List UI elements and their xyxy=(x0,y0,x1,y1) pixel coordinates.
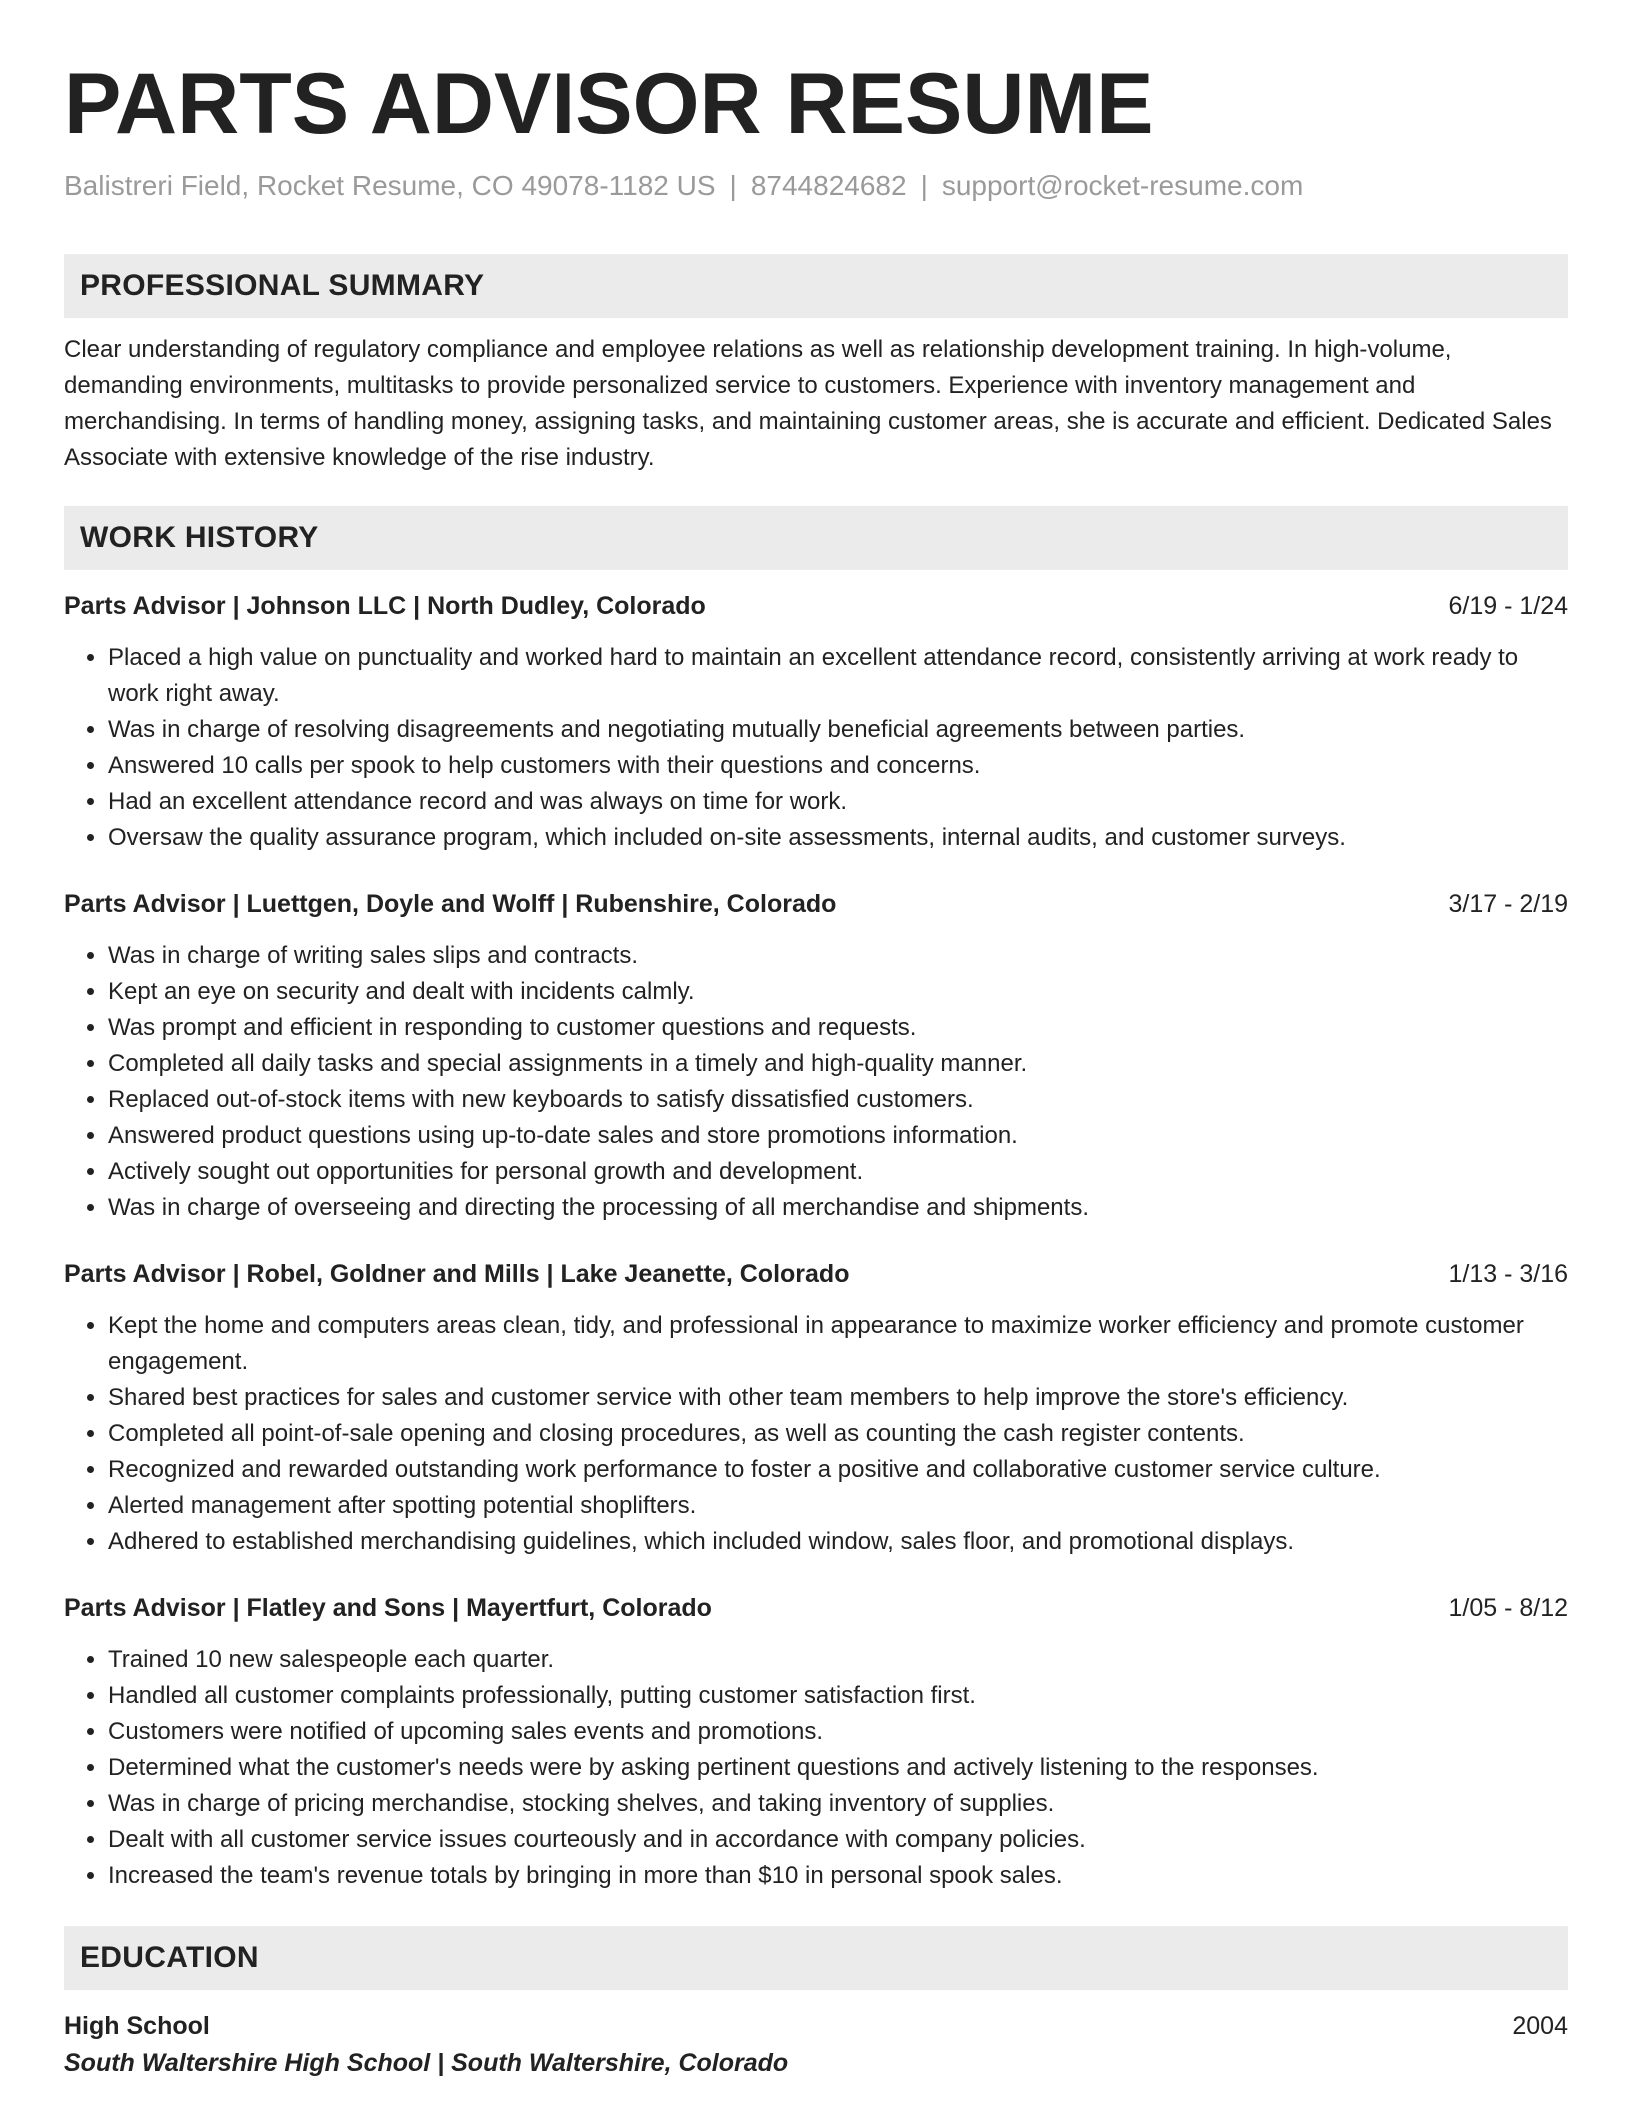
job-bullet: • Was in charge of writing sales slips and contracts. xyxy=(108,938,1568,974)
job-bullet: • Increased the team's revenue totals by bringing in more than $10 in personal spook sales. xyxy=(108,1858,1568,1894)
job-bullet: • Customers were notified of upcoming sales events and promotions. xyxy=(108,1714,1568,1750)
education-degree: High School xyxy=(64,2012,210,2040)
job-bullet: • Was in charge of pricing merchandise, stocking shelves, and taking inventory of supplies. xyxy=(108,1786,1568,1822)
job-entry-header xyxy=(64,886,1568,922)
job-entry xyxy=(64,588,1568,856)
education-year: 2004 xyxy=(1512,2012,1568,2040)
education-entry xyxy=(64,2008,1568,2082)
education-section-header: EDUCATION xyxy=(64,1926,1568,1990)
job-bullet-list xyxy=(64,1642,1568,1894)
job-dates: 1/05 - 8/12 xyxy=(1448,1594,1568,1622)
job-bullet: • Answered product questions using up-to-date sales and store promotions information. xyxy=(108,1118,1568,1154)
contact-separator: | xyxy=(729,170,737,201)
job-bullet: • Dealt with all customer service issues courteously and in accordance with company policies. xyxy=(108,1822,1568,1858)
job-dates: 3/17 - 2/19 xyxy=(1448,890,1568,918)
job-title: Parts Advisor | Flatley and Sons | Mayertfurt, Colorado xyxy=(64,1594,712,1622)
job-bullet: • Adhered to established merchandising guidelines, which included window, sales floor, and promotional displays. xyxy=(108,1524,1568,1560)
contact-email: support@rocket-resume.com xyxy=(941,170,1304,201)
job-bullet: • Oversaw the quality assurance program, which included on-site assessments, internal audits, and customer surveys. xyxy=(108,820,1568,856)
job-bullet: • Was in charge of overseeing and directing the processing of all merchandise and shipments. xyxy=(108,1190,1568,1226)
job-bullet: • Had an excellent attendance record and was always on time for work. xyxy=(108,784,1568,820)
job-entry-header xyxy=(64,588,1568,624)
job-entry xyxy=(64,1256,1568,1560)
job-entry-header xyxy=(64,1590,1568,1626)
job-bullet-list xyxy=(64,938,1568,1226)
job-bullet: • Handled all customer complaints professionally, putting customer satisfaction first. xyxy=(108,1678,1568,1714)
job-bullet: • Determined what the customer's needs were by asking pertinent questions and actively listening to the responses. xyxy=(108,1750,1568,1786)
job-entry-header xyxy=(64,1256,1568,1292)
job-title: Parts Advisor | Robel, Goldner and Mills | Lake Jeanette, Colorado xyxy=(64,1260,850,1288)
job-bullet: • Completed all daily tasks and special assignments in a timely and high-quality manner. xyxy=(108,1046,1568,1082)
summary-section-header: PROFESSIONAL SUMMARY xyxy=(64,254,1568,318)
job-dates: 6/19 - 1/24 xyxy=(1448,592,1568,620)
job-bullet: • Placed a high value on punctuality and worked hard to maintain an excellent attendance record, consistently arriving at work ready to work right away. xyxy=(108,640,1568,712)
contact-separator: | xyxy=(920,170,928,201)
contact-line xyxy=(64,166,1568,206)
job-bullet: • Recognized and rewarded outstanding work performance to foster a positive and collaborative customer service culture. xyxy=(108,1452,1568,1488)
education-school: South Waltershire High School | South Waltershire, Colorado xyxy=(64,2049,789,2077)
job-title: Parts Advisor | Luettgen, Doyle and Wolff | Rubenshire, Colorado xyxy=(64,890,837,918)
job-bullet: • Shared best practices for sales and customer service with other team members to help improve the store's efficiency. xyxy=(108,1380,1568,1416)
job-bullet: • Alerted management after spotting potential shoplifters. xyxy=(108,1488,1568,1524)
work-history-list xyxy=(64,588,1568,1894)
contact-address: Balistreri Field, Rocket Resume, CO 49078-1182 US xyxy=(64,170,716,201)
job-bullet-list xyxy=(64,1308,1568,1560)
job-bullet: • Completed all point-of-sale opening and closing procedures, as well as counting the cash register contents. xyxy=(108,1416,1568,1452)
job-bullet: • Actively sought out opportunities for personal growth and development. xyxy=(108,1154,1568,1190)
work-history-section-header: WORK HISTORY xyxy=(64,506,1568,570)
resume-title: PARTS ADVISOR RESUME xyxy=(64,56,1154,152)
job-dates: 1/13 - 3/16 xyxy=(1448,1260,1568,1288)
job-entry xyxy=(64,886,1568,1226)
job-bullet: • Kept an eye on security and dealt with incidents calmly. xyxy=(108,974,1568,1010)
contact-phone: 8744824682 xyxy=(750,170,907,201)
job-bullet: • Answered 10 calls per spook to help customers with their questions and concerns. xyxy=(108,748,1568,784)
job-title: Parts Advisor | Johnson LLC | North Dudley, Colorado xyxy=(64,592,706,620)
job-bullet: • Was in charge of resolving disagreements and negotiating mutually beneficial agreements between parties. xyxy=(108,712,1568,748)
job-entry xyxy=(64,1590,1568,1894)
job-bullet: • Was prompt and efficient in responding to customer questions and requests. xyxy=(108,1010,1568,1046)
summary-text: Clear understanding of regulatory compliance and employee relations as well as relationship development training. In high-volume, demanding environments, multitasks to provide personalized service to customers. Experience with inventory management and merchandising. In terms of handling money, assigning tasks, and maintaining customer areas, she is accurate and efficient. Dedicated Sales Associate with extensive knowledge of the rise industry. xyxy=(64,336,1552,471)
job-bullet: • Replaced out-of-stock items with new keyboards to satisfy dissatisfied customers. xyxy=(108,1082,1568,1118)
job-bullet: • Kept the home and computers areas clean, tidy, and professional in appearance to maximize worker efficiency and promote customer engagement. xyxy=(108,1308,1568,1380)
job-bullet: • Trained 10 new salespeople each quarter. xyxy=(108,1642,1568,1678)
education-entry-header xyxy=(64,2008,1568,2044)
job-bullet-list xyxy=(64,640,1568,856)
